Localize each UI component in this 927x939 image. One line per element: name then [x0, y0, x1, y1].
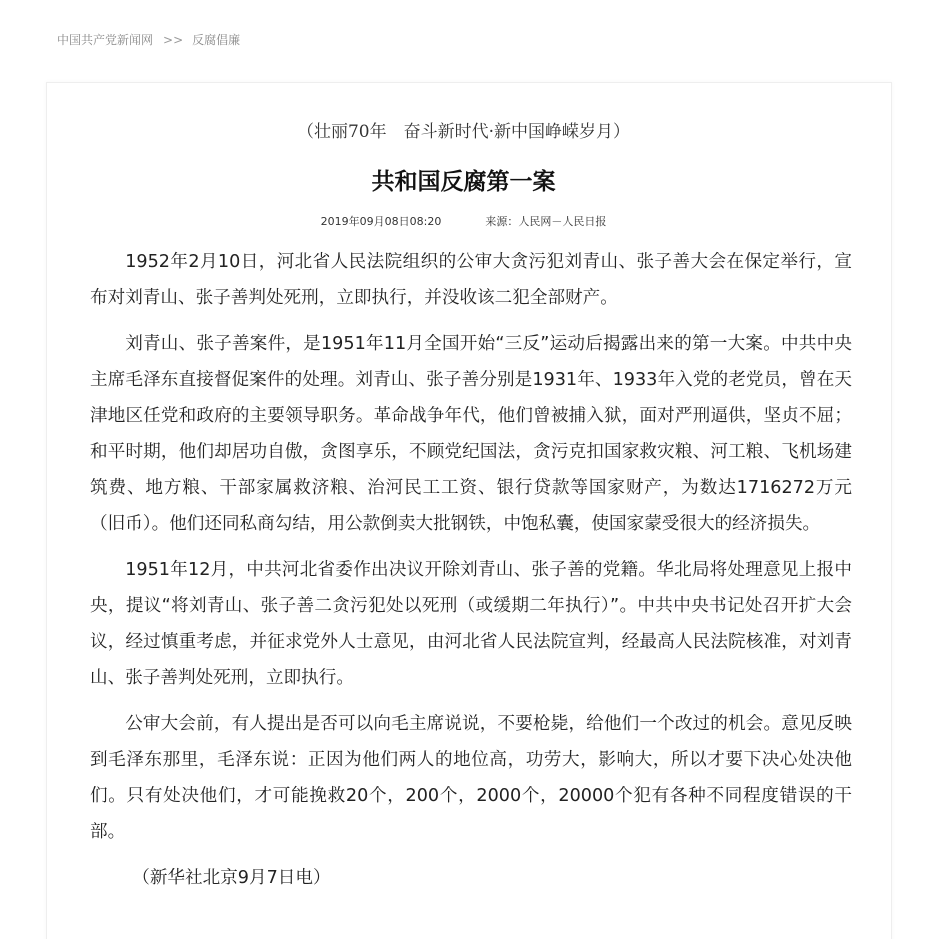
article-dateline: （新华社北京9月7日电）	[132, 868, 331, 888]
article-paragraph-4: 公审大会前，有人提出是否可以向毛主席说说，不要枪毙，给他们一个改过的机会。意见反映到毛泽东那里，毛泽东说：正因为他们两人的地位高，功劳大，影响大，所以才要下决心处决他们。只有处决他们，才可能挽救20个，200个，2000个，20000个犯有各种不同程度错误的干部。	[90, 714, 852, 842]
article-source: 来源：人民网－人民日报	[485, 215, 607, 228]
article-paragraph-1: 1952年2月10日，河北省人民法院组织的公审大贪污犯刘青山、张子善大会在保定举行，宣布对刘青山、张子善判处死刑，立即执行，并没收该二犯全部财产。	[90, 252, 852, 308]
breadcrumb-section-link[interactable]: 反腐倡廉	[192, 33, 241, 47]
breadcrumb	[57, 32, 240, 48]
breadcrumb-separator: >>	[163, 33, 184, 47]
article-subtitle: （壮丽70年 奋斗新时代·新中国峥嵘岁月）	[296, 122, 631, 142]
article-body	[90, 244, 852, 906]
article-datetime: 2019年09月08日08:20	[320, 215, 442, 228]
article-paragraph-3: 1951年12月，中共河北省委作出决议开除刘青山、张子善的党籍。华北局将处理意见上报中央，提议“将刘青山、张子善二贪污犯处以死刑（或缓期二年执行）”。中共中央书记处召开扩大会议，经过慎重考虑，并征求党外人士意见，由河北省人民法院宣判，经最高人民法院核准，对刘青山、张子善判处死刑，立即执行。	[90, 560, 852, 688]
article-paragraph-2: 刘青山、张子善案件，是1951年11月全国开始“三反”运动后揭露出来的第一大案。中共中央主席毛泽东直接督促案件的处理。刘青山、张子善分别是1931年、1933年入党的老党员，曾在天津地区任党和政府的主要领导职务。革命战争年代，他们曾被捕入狱，面对严刑逼供，坚贞不屈；和平时期，他们却居功自傲，贪图享乐，不顾党纪国法，贪污克扣国家救灾粮、河工粮、飞机场建筑费、地方粮、干部家属救济粮、治河民工工资、银行贷款等国家财产，为数达1716272万元（旧币）。他们还同私商勾结，用公款倒卖大批钢铁，中饱私囊，使国家蒙受很大的经济损失。	[90, 334, 852, 534]
article-meta	[0, 213, 927, 231]
breadcrumb-home-link[interactable]: 中国共产党新闻网	[57, 33, 154, 47]
article-title: 共和国反腐第一案	[371, 169, 556, 195]
